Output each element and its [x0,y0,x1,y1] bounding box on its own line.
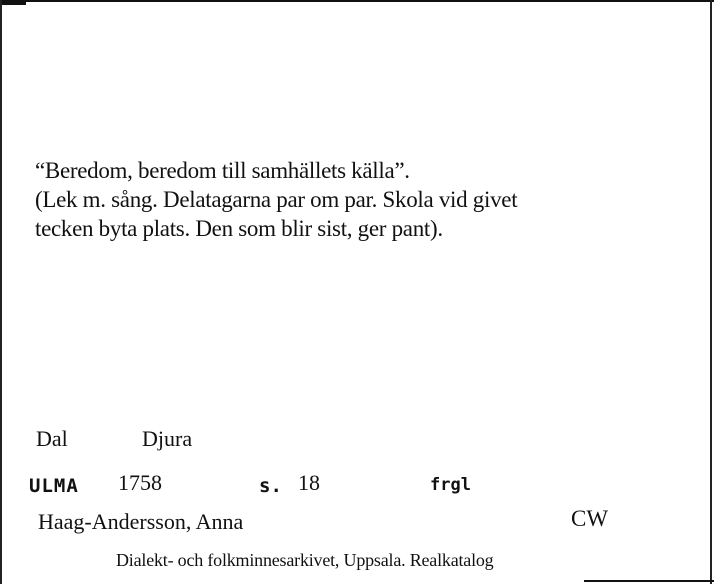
scan-edge-left [0,0,2,584]
recorder-name: Haag-Andersson, Anna [38,509,244,534]
archive-code: ULMA [29,475,79,497]
archive-footer: Dialekt- och folkminnesarkivet, Uppsala. Realkatalog [116,550,494,570]
description-line-3: tecken byta plats. Den som blir sist, ger pant). [35,216,443,241]
card-description [35,156,695,243]
description-line-1: “Beredom, beredom till samhällets källa”. [35,158,410,183]
archive-number: 1758 [118,470,162,495]
scan-edge-top [0,0,714,2]
recorder-initials: CW [571,506,609,531]
page-number: 18 [298,470,320,495]
region: Dal [36,426,68,451]
category-code: frgl [430,475,471,495]
scan-edge-bottom [584,580,714,582]
scan-edge-right [710,0,712,584]
scan-edge-notch [0,0,26,5]
description-line-2: (Lek m. sång. Delatagarna par om par. Skola vid givet [35,187,518,212]
page-label: s. [259,475,282,497]
parish: Djura [142,426,193,451]
